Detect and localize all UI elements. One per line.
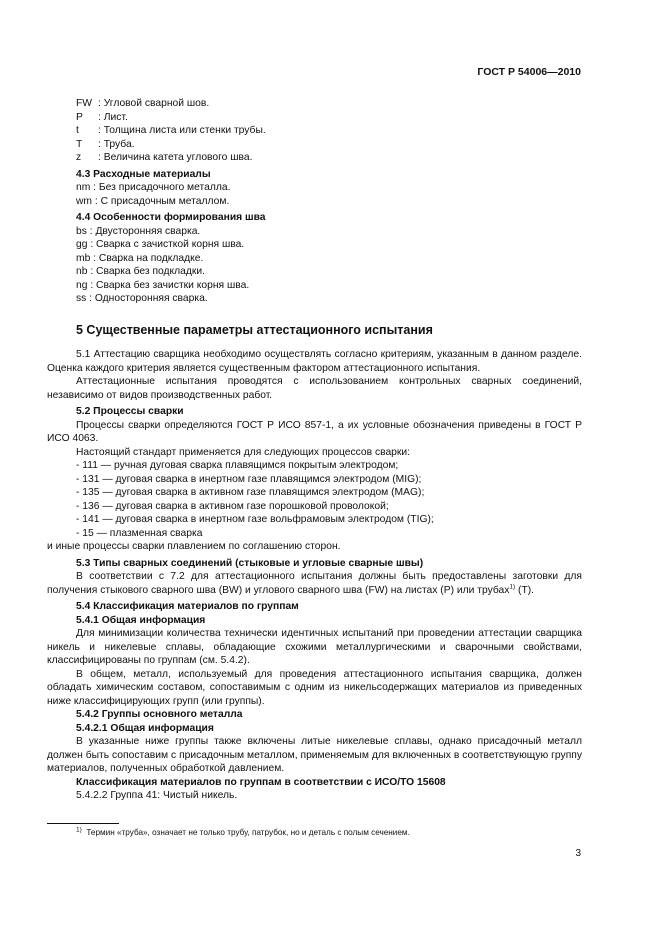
paragraph: В указанные ниже группы также включены литые никелевые сплавы, однако присадочный металл должен быть сопоставим с присадочным металлом, применяемым для включенных в соответствующую группу материалов, полученных обработкой давлением. [47,736,582,774]
abbreviation-item: z : Величина катета углового шва. [76,152,253,163]
abbreviation-item: FW : Угловой сварной шов. [76,98,210,109]
section-5-4-1-heading: 5.4.1 Общая информация [76,614,206,626]
section-5-3-heading: 5.3 Типы сварных соединений (стыковые и угловые сварные швы) [76,557,424,569]
page-number: 3 [575,848,581,859]
document-header: ГОСТ Р 54006—2010 [477,66,581,78]
footnote-ref[interactable]: 1) [509,583,516,591]
list-item: nb : Сварка без подкладки. [76,266,206,277]
list-item: bs : Двусторонняя сварка. [76,225,201,237]
list-item: - 141 — дуговая сварка в инертном газе вольфрамовым электродом (TIG); [76,514,434,525]
list-item: nm : Без присадочного металла. [76,182,231,193]
paragraph: Настоящий стандарт применяется для следующих процессов сварки: [76,446,411,458]
list-item: gg : Сварка с зачисткой корня шва. [76,239,245,250]
paragraph: В общем, металл, используемый для проведения аттестационного испытания сварщика, должен обладать химическим составом, сопоставимым с одним из никельсодержащих материалов из приведенных ниже классифицирующих групп (или группы). [47,668,582,707]
paragraph: Аттестационные испытания проводятся с использованием контрольных сварных соединений, независимо от видов производственных работ. [47,376,582,401]
section-5-4-2-1-heading: 5.4.2.1 Общая информация [76,722,214,734]
paragraph: 5.1 Аттестацию сварщика необходимо осуществлять согласно критериям, указанным в данном разделе. Оценка каждого критерия является существенным фактором аттестационного испытания. [47,349,582,374]
list-item: ng : Сварка без зачистки корня шва. [76,279,250,291]
list-item: ss : Односторонняя сварка. [76,293,208,304]
classification-heading: Классификация материалов по группам в соответствии с ИСО/ТО 15608 [76,776,446,788]
list-item: - 15 — плазменная сварка [76,527,203,539]
footnote-divider [47,823,119,824]
paragraph: Процессы сварки определяются ГОСТ Р ИСО 857-1, а их условные обозначения приведены в ГОСТ Р ИСО 4063. [47,419,582,444]
list-item: - 136 — дуговая сварка в активном газе порошковой проволокой; [76,500,389,512]
list-item: - 131 — дуговая сварка в инертном газе плавящимся электродом (MIG); [76,473,422,485]
section-5-heading: 5 Существенные параметры аттестационного испытания [76,322,433,337]
section-5-4-2-heading: 5.4.2 Группы основного металла [76,709,243,720]
section-4-3-heading: 4.3 Расходные материалы [76,168,211,180]
abbreviation-list [47,97,582,165]
abbreviation-item: t : Толщина листа или стенки трубы. [76,125,266,136]
list-item: - 135 — дуговая сварка в активном газе плавящимся электродом (MAG); [76,487,425,498]
paragraph: и иные процессы сварки плавлением по соглашению сторон. [47,541,341,552]
footnote: $^{1)}$ Термин «труба», означает не только трубу, патрубок, но и деталь с полым сечением. [76,826,410,837]
section-5-4-heading: 5.4 Классификация материалов по группам [76,601,299,612]
page-content [47,97,582,803]
abbreviation-item: P : Лист. [76,111,128,123]
paragraph: Для минимизации количества технически идентичных испытаний при проведении аттестации сварщика никель и никелевые сплавы, обладающие схожими металлургическими и сварочными свойствами, классифицированы по группам (см. 5.4.2). [47,628,582,666]
section-4-4-heading: 4.4 Особенности формирования шва [76,212,266,223]
paragraph: 5.4.2.2 Группа 41: Чистый никель. [76,790,238,801]
section-5-2-heading: 5.2 Процессы сварки [76,406,184,417]
abbreviation-item: T : Труба. [76,138,135,150]
list-item: mb : Сварка на подкладке. [76,252,204,264]
paragraph: В соответствии с 7.2 для аттестационного испытания должны быть предоставлены заготовки для получения стыкового сварного шва (BW) и углового сварного шва (FW) на листах (P) или трубах$^{1)}$ (T). [47,571,582,596]
list-item: - 111 — ручная дуговая сварка плавящимся покрытым электродом; [76,460,399,471]
list-item: wm : С присадочным металлом. [76,195,230,207]
